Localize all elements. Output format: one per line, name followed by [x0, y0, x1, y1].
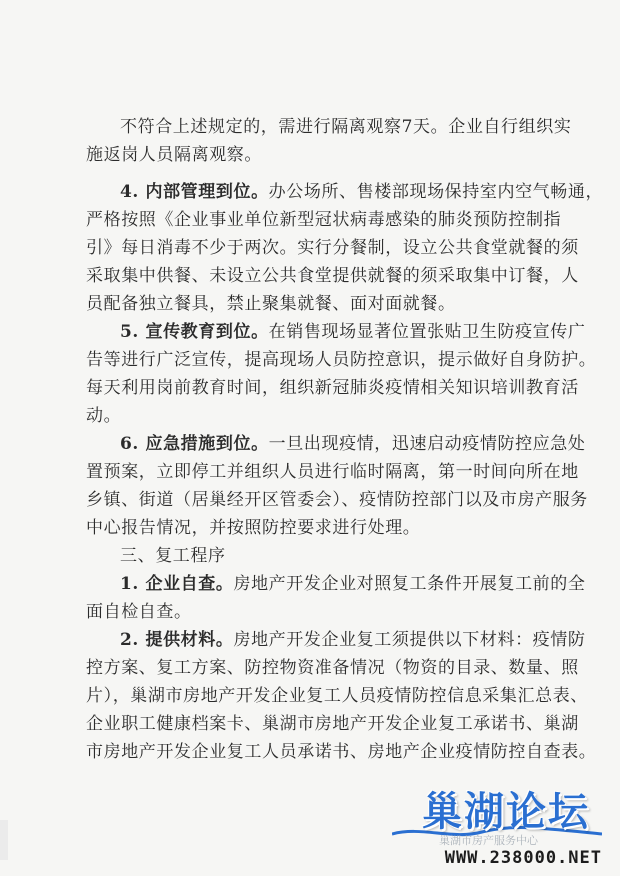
document-line	[86, 601, 556, 623]
section-heading: 1. 企业自查。	[120, 574, 234, 594]
line-text: 引》每日消毒不少于两次。实行分餐制，设立公共食堂就餐的须	[86, 238, 579, 258]
line-text: 每天利用岗前教育时间，组织新冠肺炎疫情相关知识培训教育活	[86, 378, 579, 398]
watermark-subtitle: 巢湖市房产服务中心	[439, 834, 538, 847]
document-line	[120, 433, 590, 455]
line-text: 房地产开发企业对照复工条件开展复工前的全	[233, 574, 586, 594]
document-line	[86, 657, 579, 679]
line-text: 在销售现场显著位置张贴卫生防疫宣传广	[268, 322, 586, 342]
document-line	[86, 713, 579, 735]
document-line	[86, 237, 579, 259]
line-text: 三、复工程序	[120, 546, 226, 566]
document-line	[86, 209, 562, 231]
line-text: 施返岗人员隔离观察。	[86, 145, 262, 165]
line-text: 采取集中供餐、未设立公共食堂提供就餐的须采取集中订餐，人	[86, 266, 579, 286]
section-heading: 4. 内部管理到位。	[120, 182, 269, 202]
page-edge-shadow	[0, 820, 8, 860]
document-line	[86, 293, 556, 315]
line-text: 房地产开发企业复工须提供以下材料：疫情防	[233, 630, 586, 650]
watermark-title: 巢湖论坛	[422, 789, 590, 835]
document-line	[120, 116, 590, 138]
document-line	[86, 144, 556, 166]
line-text: 员配备独立餐具，禁止聚集就餐、面对面就餐。	[86, 294, 456, 314]
line-text: 告等进行广泛宣传，提高现场人员防控意识，提示做好自身防护。	[86, 350, 597, 370]
document-line	[86, 265, 579, 287]
section-heading: 2. 提供材料。	[120, 630, 234, 650]
document-line	[120, 545, 590, 567]
watermark-url: WWW.238000.NET	[444, 848, 602, 868]
line-text: 面自检自查。	[86, 602, 192, 622]
document-line	[86, 741, 597, 763]
document-line	[120, 573, 590, 595]
line-text: 中心报告情况，并按照防控要求进行处理。	[86, 518, 421, 538]
line-text: 控方案、复工方案、防控物资准备情况（物资的目录、数量、照	[86, 658, 579, 678]
line-text: 严格按照《企业事业单位新型冠状病毒感染的肺炎预防控制指	[86, 210, 562, 230]
line-text: 市房地产开发企业复工人员承诺书、房地产企业疫情防控自查表。	[86, 742, 597, 762]
document-line	[120, 181, 604, 203]
line-text: 动。	[86, 406, 122, 426]
document-line	[86, 517, 556, 539]
document-line	[86, 461, 579, 483]
line-text: 企业职工健康档案卡、巢湖市房地产开发企业复工承诺书、巢湖	[86, 714, 579, 734]
line-text: 一旦出现疫情，迅速启动疫情防控应急处	[268, 434, 586, 454]
line-text: 乡镇、街道（居巢经开区管委会）、疫情防控部门以及市房产服务	[86, 490, 588, 510]
document-line	[86, 377, 579, 399]
watermark-logo	[392, 780, 602, 868]
line-text: 不符合上述规定的，需进行隔离观察7天。企业自行组织实	[120, 117, 572, 137]
document-line	[120, 321, 590, 343]
document-line	[120, 629, 590, 651]
line-text: 片），巢湖市房地产开发企业复工人员疫情防控信息采集汇总表、	[86, 686, 588, 706]
section-heading: 6. 应急措施到位。	[120, 434, 269, 454]
document-line	[86, 405, 556, 427]
document-line	[86, 489, 588, 511]
document-line	[86, 349, 597, 371]
line-text: 置预案，立即停工并组织人员进行临时隔离，第一时间向所在地	[86, 462, 579, 482]
document-line	[86, 685, 588, 707]
section-heading: 5. 宣传教育到位。	[120, 322, 269, 342]
line-text: 办公场所、售楼部现场保持室内空气畅通，	[268, 182, 604, 202]
